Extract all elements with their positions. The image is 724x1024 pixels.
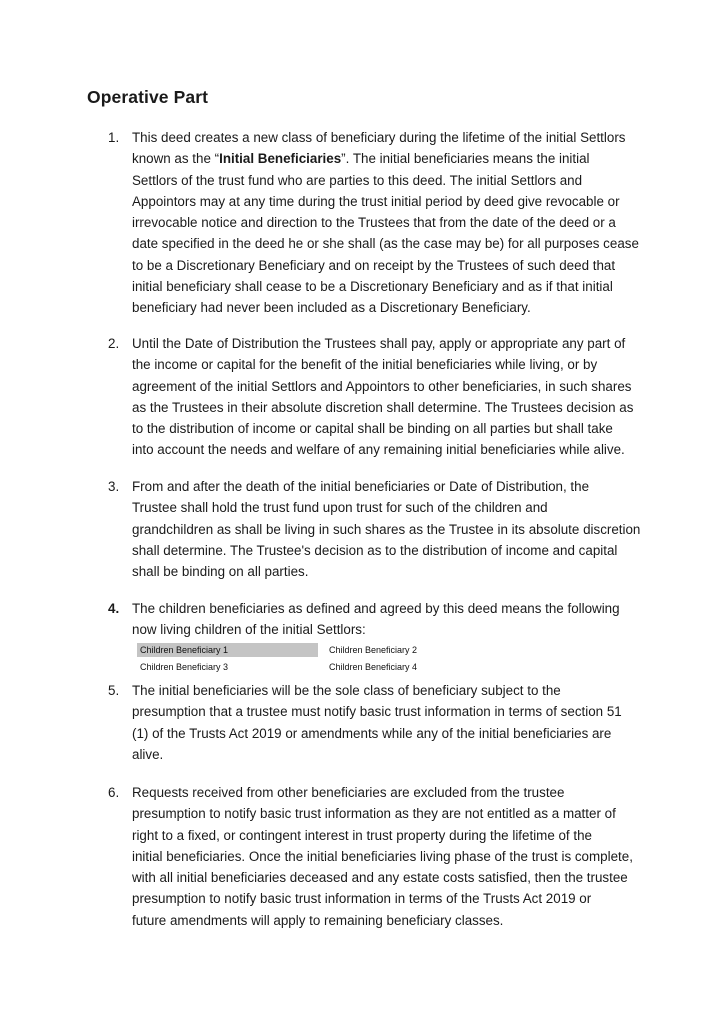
clause-line: presumption that a trustee must notify basic trust information in terms of section 51 (132, 704, 622, 720)
clause-line: The children beneficiaries as defined and agreed by this deed means the following (132, 601, 620, 616)
children-beneficiary-4-field[interactable]: Children Beneficiary 4 (329, 662, 418, 672)
clause-line: Appointors may at any time during the trust initial period by deed give revocable or (132, 193, 620, 209)
clause-line: date specified in the deed he or she shall (as the case may be) for all purposes cease (132, 236, 639, 252)
clause-line: shall be binding on all parties. (132, 564, 309, 580)
clause-text (132, 782, 642, 931)
clause-line: now living children of the initial Settlors: (132, 622, 366, 638)
clause-line: Trustee shall hold the trust fund upon trust for such of the children and (132, 500, 548, 516)
clause-number: 2. (108, 336, 120, 351)
clause-text (132, 333, 642, 461)
clause-text (132, 680, 642, 765)
clause-line-with-defined-term (132, 148, 642, 169)
clause-number: 5. (108, 683, 120, 698)
clause-line: to the distribution of income or capital shall be binding on all parties but shall take (132, 421, 613, 437)
clause-text (132, 127, 642, 319)
children-beneficiary-3-field[interactable]: Children Beneficiary 3 (140, 662, 229, 672)
clause-number: 4. (108, 601, 120, 616)
clause-line: grandchildren as shall be living in such shares as the Trustee in its absolute discretion (132, 521, 641, 537)
clause-text (132, 476, 642, 582)
clause-line: (1) of the Trusts Act 2019 or amendments while any of the initial beneficiaries are (132, 725, 612, 741)
clause-line: Until the Date of Distribution the Trustees shall pay, apply or appropriate any part of (132, 336, 626, 351)
children-beneficiary-2-field[interactable]: Children Beneficiary 2 (329, 645, 418, 655)
defined-term: Initial Beneficiaries (219, 151, 342, 167)
clause-line: presumption to notify basic trust information as they are not entitled as a matter of (132, 806, 616, 822)
clause-text-fragment: known as the “ (132, 151, 220, 167)
children-beneficiary-1-field[interactable]: Children Beneficiary 1 (137, 643, 318, 657)
clause-line: The initial beneficiaries will be the sole class of beneficiary subject to the (132, 683, 561, 698)
clause-number: 6. (108, 785, 120, 800)
clause-text (132, 598, 642, 641)
clause-line: future amendments will apply to remaining beneficiary classes. (132, 912, 504, 928)
clause-line: agreement of the initial Settlors and Appointors to other beneficiaries, in such shares (132, 378, 632, 394)
clause-line: Settlors of the trust fund who are parties to this deed. The initial Settlors and (132, 172, 583, 188)
clause-text-fragment: ”. The initial beneficiaries means the initial (341, 151, 590, 167)
clause-line: as the Trustees in their absolute discretion shall determine. The Trustees decision as (132, 399, 634, 415)
clause-line: From and after the death of the initial beneficiaries or Date of Distribution, the (132, 479, 590, 494)
clause-number: 1. (108, 130, 120, 145)
clause-line: alive. (132, 746, 164, 762)
clause-number: 3. (108, 479, 120, 494)
clause-line: This deed creates a new class of beneficiary during the lifetime of the initial Settlors (132, 130, 626, 145)
clause-line: initial beneficiaries. Once the initial beneficiaries living phase of the trust is complete, (132, 848, 633, 864)
clause-line: into account the needs and welfare of any remaining initial beneficiaries while alive. (132, 442, 625, 458)
clause-line: right to a fixed, or contingent interest in trust property during the lifetime of the (132, 827, 592, 843)
clause-line: beneficiary had never been included as a Discretionary Beneficiary. (132, 300, 531, 316)
clause-line: initial beneficiary shall cease to be a Discretionary Beneficiary and as if that initial (132, 279, 613, 295)
clause-line: with all initial beneficiaries deceased and any estate costs satisfied, then the trustee (132, 870, 628, 886)
clause-line: to be a Discretionary Beneficiary and on receipt by the Trustees of such deed that (132, 257, 616, 273)
clause-line: Requests received from other beneficiaries are excluded from the trustee (132, 785, 565, 800)
clause-line: presumption to notify basic trust information in terms of the Trusts Act 2019 or (132, 891, 592, 907)
clause-line: shall determine. The Trustee's decision as to the distribution of income and capital (132, 542, 618, 558)
clause-line: irrevocable notice and direction to the Trustees that from the date of the deed or a (132, 215, 616, 231)
clause-line: the income or capital for the benefit of the initial beneficiaries while living, or by (132, 357, 598, 373)
section-heading: Operative Part (87, 87, 209, 107)
